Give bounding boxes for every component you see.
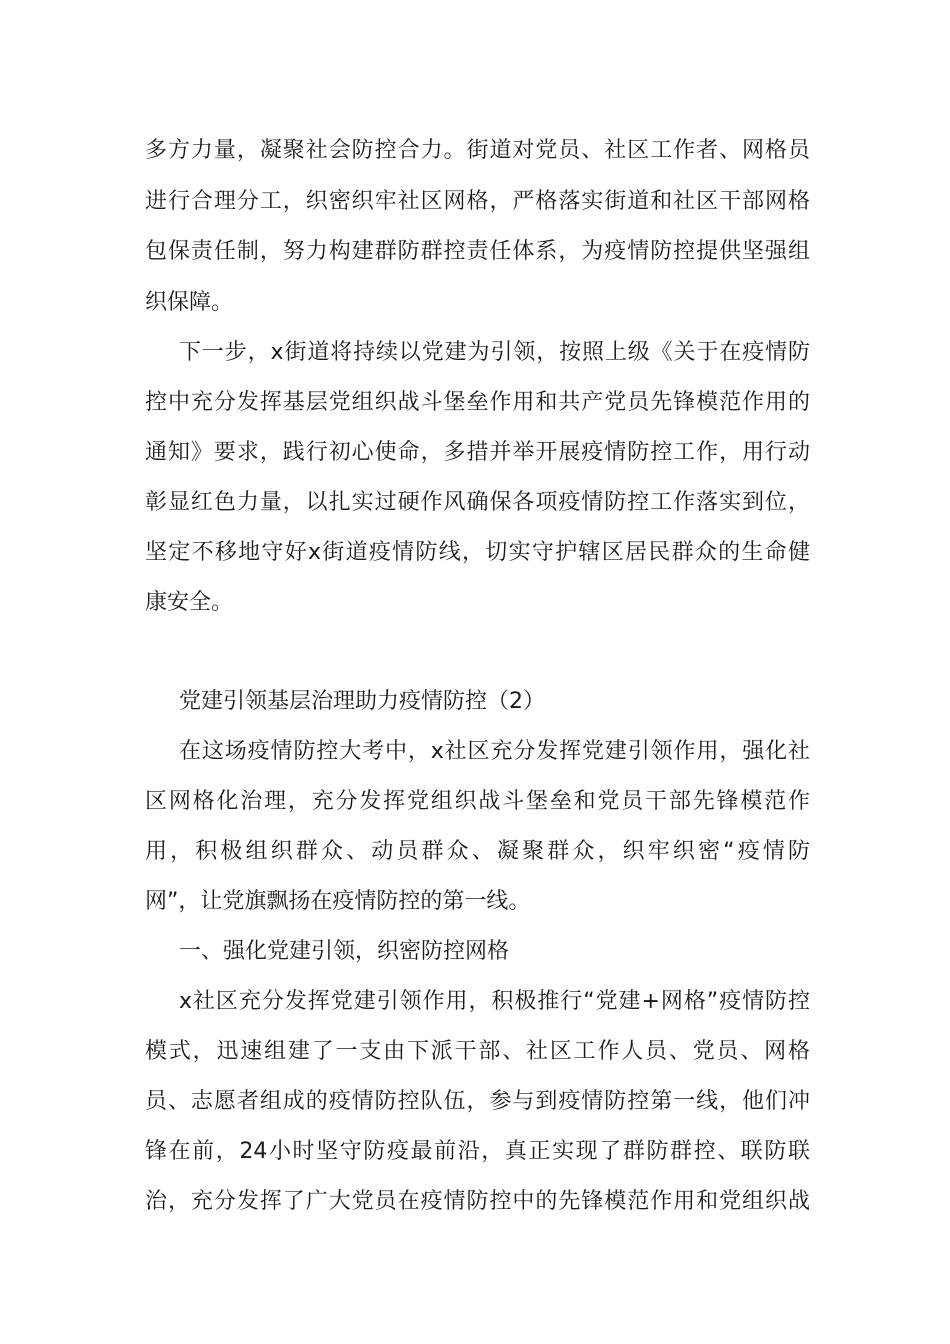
text-line: 治，充分发挥了广大党员在疫情防控中的先锋模范作用和党组织战 <box>145 1189 810 1214</box>
text-line: 康安全。 <box>145 590 234 615</box>
text-line: 织保障。 <box>145 290 234 315</box>
text-line: x社区充分发挥党建引领作用，积极推行“党建+网格”疫情防控 <box>179 989 810 1014</box>
text-line: 彰显红色力量，以扎实过硬作风确保各项疫情防控工作落实到位， <box>145 490 810 515</box>
text-line: 模式，迅速组建了一支由下派干部、社区工作人员、党员、网格 <box>145 1039 810 1064</box>
text-line: 在这场疫情防控大考中，x社区充分发挥党建引领作用，强化社 <box>179 739 810 764</box>
section-title: 党建引领基层治理助力疫情防控（2） <box>179 689 545 714</box>
text-line: 进行合理分工，织密织牢社区网格，严格落实街道和社区干部网格 <box>145 189 810 214</box>
subheading: 一、强化党建引领，织密防控网格 <box>179 939 510 964</box>
text-line: 锋在前，24小时坚守防疫最前沿，真正实现了群防群控、联防联 <box>145 1139 810 1164</box>
text-line: 员、志愿者组成的疫情防控队伍，参与到疫情防控第一线，他们冲 <box>145 1089 810 1114</box>
text-line: 区网格化治理，充分发挥党组织战斗堡垒和党员干部先锋模范作 <box>145 789 810 814</box>
text-line: 通知》要求，践行初心使命，多措并举开展疫情防控工作，用行动 <box>145 440 810 465</box>
text-line: 下一步，x街道将持续以党建为引领，按照上级《关于在疫情防 <box>179 340 810 365</box>
text-line: 网”，让党旗飘扬在疫情防控的第一线。 <box>145 889 531 914</box>
text-line: 多方力量，凝聚社会防控合力。街道对党员、社区工作者、网格员 <box>145 138 810 163</box>
text-line: 坚定不移地守好x街道疫情防线，切实守护辖区居民群众的生命健 <box>145 540 810 565</box>
text-line: 包保责任制，努力构建群防群控责任体系，为疫情防控提供坚强组 <box>145 239 810 264</box>
text-line: 控中充分发挥基层党组织战斗堡垒作用和共产党员先锋模范作用的 <box>145 390 810 415</box>
text-line: 用，积极组织群众、动员群众、凝聚群众，织牢织密“疫情防 <box>145 839 810 864</box>
